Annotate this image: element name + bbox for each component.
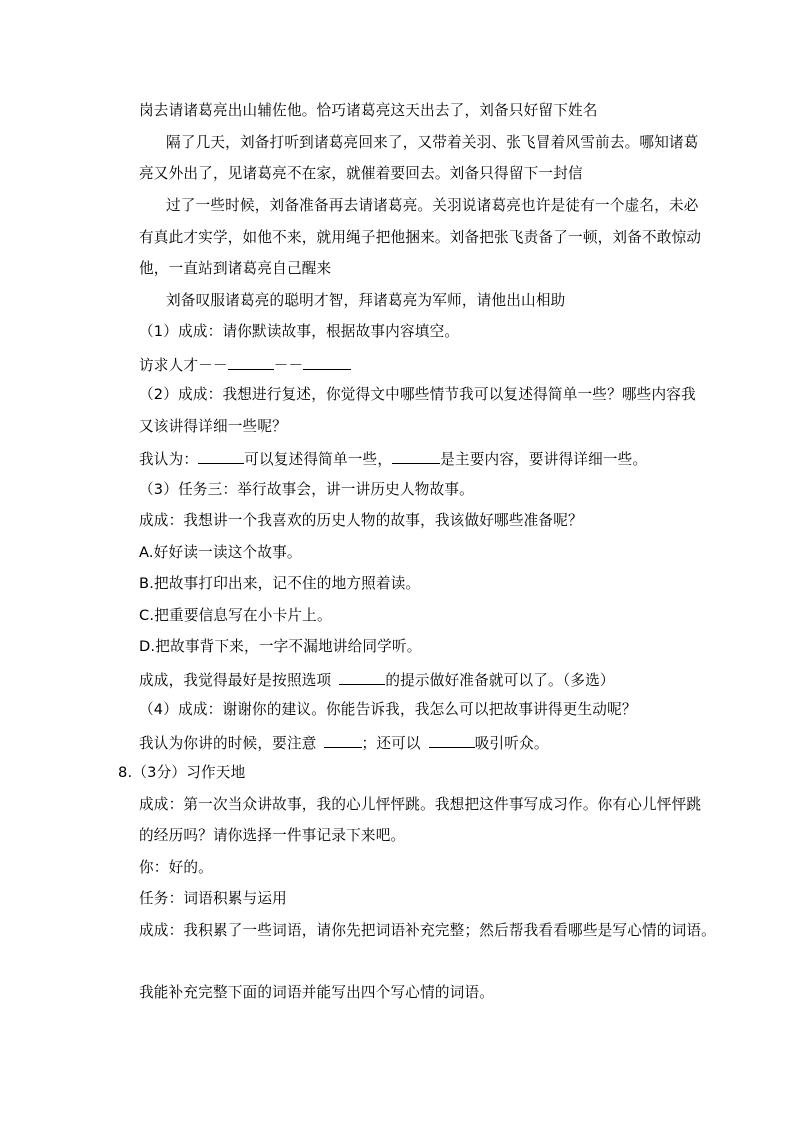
story-line-4: 有真此才实学，如他不来，就用绳子把他捆来。刘备把张飞责备了一顿，刘备不敢惊动 [139,229,702,246]
q2-answer [139,448,647,470]
q3-prompt: （3）任务三：举行故事会，讲一讲历史人物故事。 [139,481,474,498]
q8-line-2: 的经历吗？请你选择一件事记录下来吧。 [139,827,406,844]
q2-prompt-line-2: 又该讲得详细一些呢？ [139,418,287,435]
q1-answer-mid: －－ [273,357,304,374]
q1-blank-2[interactable] [303,354,351,370]
q2-blank-1[interactable] [198,448,244,464]
story-line-5: 他，一直站到诸葛亮自己醒来 [139,260,332,277]
q3-blank[interactable] [339,669,385,685]
q2-answer-suffix: 是主要内容，要讲得详细一些。 [440,451,648,468]
q3-option-d: D.把故事背下来，一字不漏地讲给同学听。 [139,638,422,655]
q3-answer-suffix: 的提示做好准备就可以了。（多选） [385,672,615,689]
q3-answer-prefix: 成成，我觉得最好是按照选项 [139,672,332,689]
q1-answer [139,354,351,376]
q1-prompt: （1）成成：请你默读故事，根据故事内容填空。 [139,323,460,340]
q4-answer-suffix: 吸引听众。 [474,735,549,752]
q8-line-4: 任务：词语积累与运用 [139,890,287,907]
q4-answer-mid: ；还可以 [361,735,421,752]
q8-line-6: 我能补充完整下面的词语并能写出四个写心情的词语。 [139,984,495,1001]
q3-answer [139,669,615,691]
q4-answer [139,732,549,754]
q4-prompt: （4）成成：谢谢你的建议。你能告诉我，我怎么可以把故事讲得更生动呢？ [139,701,637,718]
q3-option-c: C.把重要信息写在小卡片上。 [139,607,332,624]
story-line-3: 过了一些时候，刘备准备再去请诸葛亮。关羽说诸葛亮也许是徒有一个虚名，未必 [166,197,699,214]
q1-blank-1[interactable] [228,354,274,370]
q8-header: 8.（3分）习作天地 [118,764,246,781]
story-line-2: 亮又外出了，见诸葛亮不在家，就催着要回去。刘备只得留下一封信 [139,165,583,182]
q4-blank-2[interactable] [429,732,475,748]
story-line-6: 刘备叹服诸葛亮的聪明才智，拜诸葛亮为军师，请他出山相助 [166,292,566,309]
story-line-1: 隔了几天，刘备打听到诸葛亮回来了，又带着关羽、张飞冒着风雪前去。哪知诸葛 [166,134,699,151]
q8-line-3: 你：好的。 [139,859,213,876]
q4-answer-prefix: 我认为你讲的时候，要注意 [139,735,317,752]
q4-blank-1[interactable] [324,732,362,748]
q8-line-5: 成成：我积累了一些词语，请你先把词语补充完整；然后帮我看看哪些是写心情的词语。 [139,922,716,939]
q1-answer-prefix: 访求人才－－ [139,357,228,374]
q3-option-a: A.好好读一读这个故事。 [139,544,302,561]
q2-blank-2[interactable] [392,448,440,464]
story-line-0: 岗去请诸葛亮出山辅佐他。恰巧诸葛亮这天出去了，刘备只好留下姓名 [139,102,598,119]
q3-question: 成成：我想讲一个我喜欢的历史人物的故事，我该做好哪些准备呢？ [139,512,583,529]
q2-answer-prefix: 我认为： [139,451,199,468]
q2-answer-mid: 可以复述得简单一些， [244,451,393,468]
q8-line-1: 成成：第一次当众讲故事，我的心儿怦怦跳。我想把这件事写成习作。你有心儿怦怦跳 [139,796,702,813]
q2-prompt-line-1: （2）成成：我想进行复述，你觉得文中哪些情节我可以复述得简单一些？哪些内容我 [139,386,696,403]
q3-option-b: B.把故事打印出来，记不住的地方照着读。 [139,575,421,592]
